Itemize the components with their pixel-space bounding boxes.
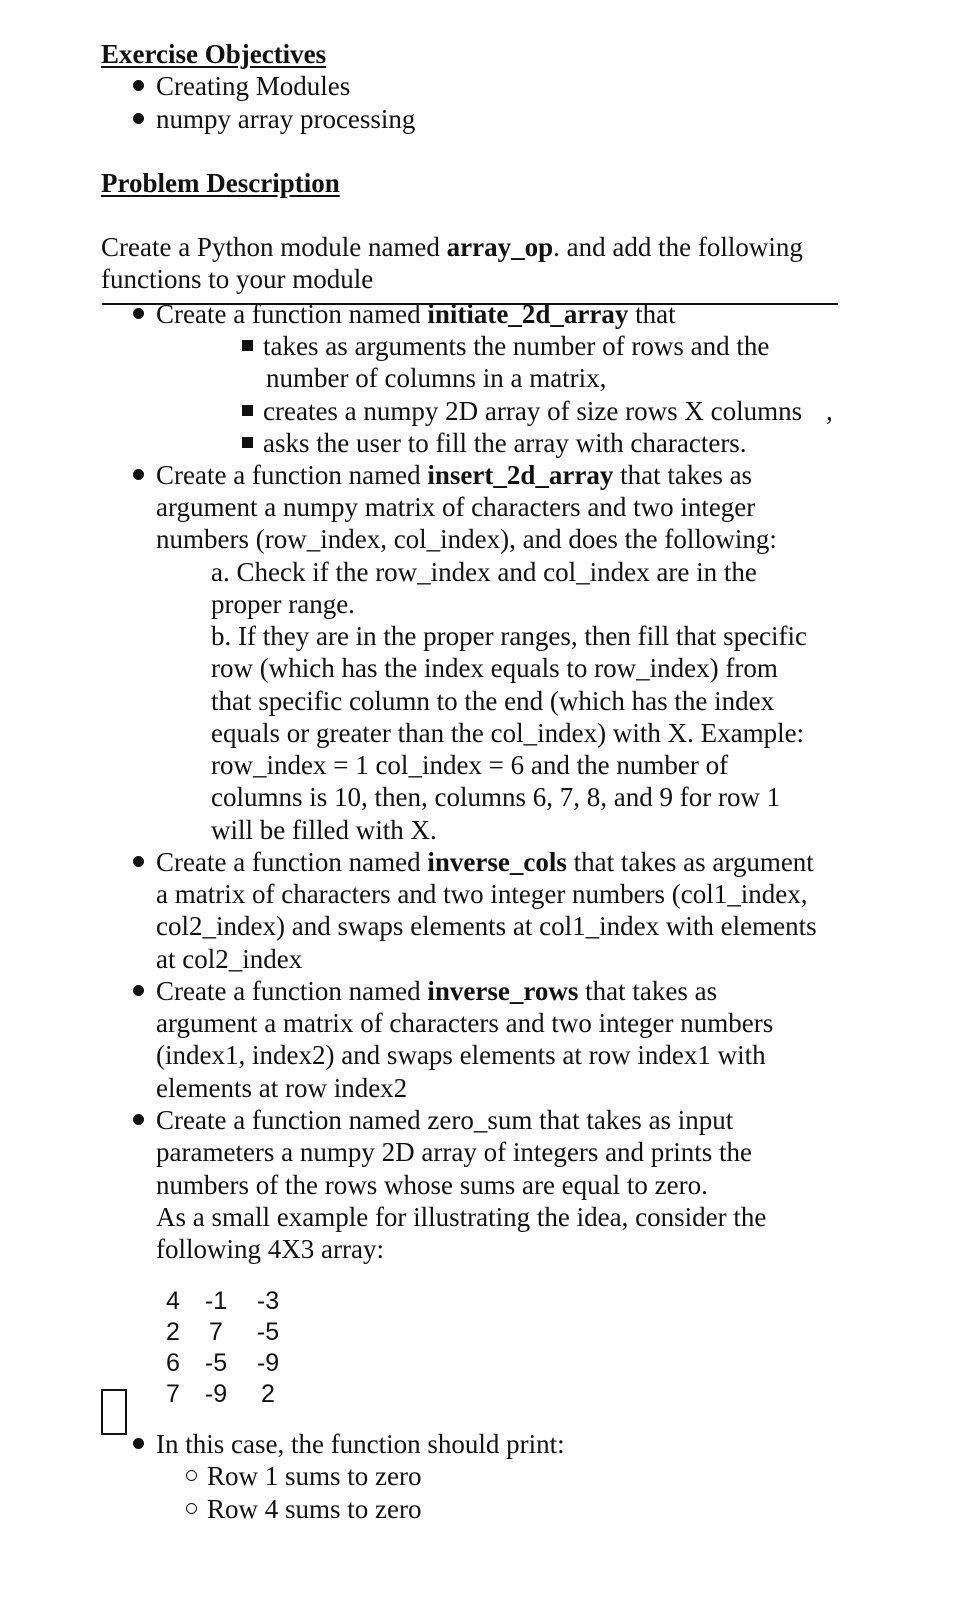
sub-step-line: row_index = 1 col_index = 6 and the number of	[211, 750, 729, 780]
square-bullet-icon	[242, 405, 253, 416]
function-step: creates a numpy 2D array of size rows X columns	[242, 395, 802, 428]
array-cell: -9	[204, 1380, 228, 1408]
array-cell: -3	[256, 1287, 280, 1315]
array-cell: -5	[204, 1349, 228, 1377]
function-inverse-cols: Create a function named inverse_cols that takes as argument	[133, 846, 814, 879]
function-step: asks the user to fill the array with characters.	[242, 427, 747, 460]
function-desc-line: As a small example for illustrating the idea, consider the	[156, 1202, 767, 1232]
array-cell: -1	[204, 1287, 228, 1315]
sub-step-line: that specific column to the end (which has the index	[211, 686, 775, 716]
function-desc-line: a matrix of characters and two integer numbers (col1_index,	[156, 879, 808, 909]
bullet-icon	[133, 113, 144, 124]
circle-bullet-icon	[186, 1503, 197, 1514]
stray-comma: ,	[826, 396, 833, 426]
circle-bullet-icon	[186, 1470, 197, 1481]
sub-step-line: proper range.	[211, 589, 355, 619]
array-cell: -9	[256, 1349, 280, 1377]
output-item: Row 4 sums to zero	[186, 1493, 421, 1526]
function-insert-2d-array: Create a function named insert_2d_array that takes as	[133, 459, 752, 492]
array-row	[156, 1348, 294, 1379]
bullet-icon	[133, 308, 144, 319]
array-cell: 2	[166, 1318, 180, 1346]
array-row	[156, 1379, 294, 1410]
sub-step-line: row (which has the index equals to row_index) from	[211, 653, 778, 683]
bullet-icon	[133, 1438, 144, 1449]
function-desc-line: numbers of the rows whose sums are equal to zero.	[156, 1170, 708, 1200]
array-cell: -5	[256, 1318, 280, 1346]
function-zero-sum: Create a function named zero_sum that takes as input	[133, 1104, 733, 1137]
objective-item: Creating Modules	[133, 70, 350, 103]
square-bullet-icon	[242, 437, 253, 448]
problem-intro-line2: functions to your module	[101, 264, 374, 294]
function-step-continued: number of columns in a matrix,	[266, 363, 607, 393]
array-cell: 4	[166, 1287, 180, 1315]
example-array	[156, 1286, 294, 1410]
array-cell: 7	[209, 1318, 223, 1346]
function-desc-line: argument a matrix of characters and two integer numbers	[156, 1008, 774, 1038]
output-item: Row 1 sums to zero	[186, 1460, 421, 1493]
function-step: takes as arguments the number of rows and the	[242, 330, 769, 363]
function-inverse-rows: Create a function named inverse_rows that takes as	[133, 975, 717, 1008]
bullet-icon	[133, 80, 144, 91]
objectives-heading: Exercise Objectives	[101, 39, 327, 69]
function-desc-line: at col2_index	[156, 944, 303, 974]
sub-step-line: equals or greater than the col_index) with X. Example:	[211, 718, 805, 748]
function-desc-line: elements at row index2	[156, 1073, 408, 1103]
bullet-icon	[133, 985, 144, 996]
bullet-icon	[133, 856, 144, 867]
function-desc-line: argument a numpy matrix of characters and two integer	[156, 492, 756, 522]
function-initiate-2d-array: Create a function named initiate_2d_array that	[133, 298, 676, 331]
function-desc-line: numbers (row_index, col_index), and does the following:	[156, 524, 777, 554]
objective-item: numpy array processing	[133, 103, 415, 136]
bullet-icon	[133, 1114, 144, 1125]
array-cell: 6	[166, 1349, 180, 1377]
problem-heading: Problem Description	[101, 168, 340, 198]
output-intro: In this case, the function should print:	[133, 1428, 565, 1461]
array-cell: 7	[166, 1380, 180, 1408]
function-desc-line: (index1, index2) and swaps elements at row index1 with	[156, 1040, 766, 1070]
sub-step-line: columns is 10, then, columns 6, 7, 8, and 9 for row 1	[211, 782, 781, 812]
function-desc-line: following 4X3 array:	[156, 1234, 384, 1264]
array-row	[156, 1317, 294, 1348]
square-bullet-icon	[242, 340, 253, 351]
sub-step-line: will be filled with X.	[211, 815, 437, 845]
sub-step-line: b. If they are in the proper ranges, then fill that specific	[211, 621, 808, 651]
array-row	[156, 1286, 294, 1317]
function-desc-line: parameters a numpy 2D array of integers and prints the	[156, 1137, 753, 1167]
sub-step-line: a. Check if the row_index and col_index are in the	[211, 557, 757, 587]
empty-box-icon	[101, 1389, 127, 1435]
array-cell: 2	[261, 1380, 275, 1408]
problem-intro: Create a Python module named array_op. and add the following	[101, 232, 803, 262]
function-desc-line: col2_index) and swaps elements at col1_index with elements	[156, 911, 817, 941]
bullet-icon	[133, 469, 144, 480]
